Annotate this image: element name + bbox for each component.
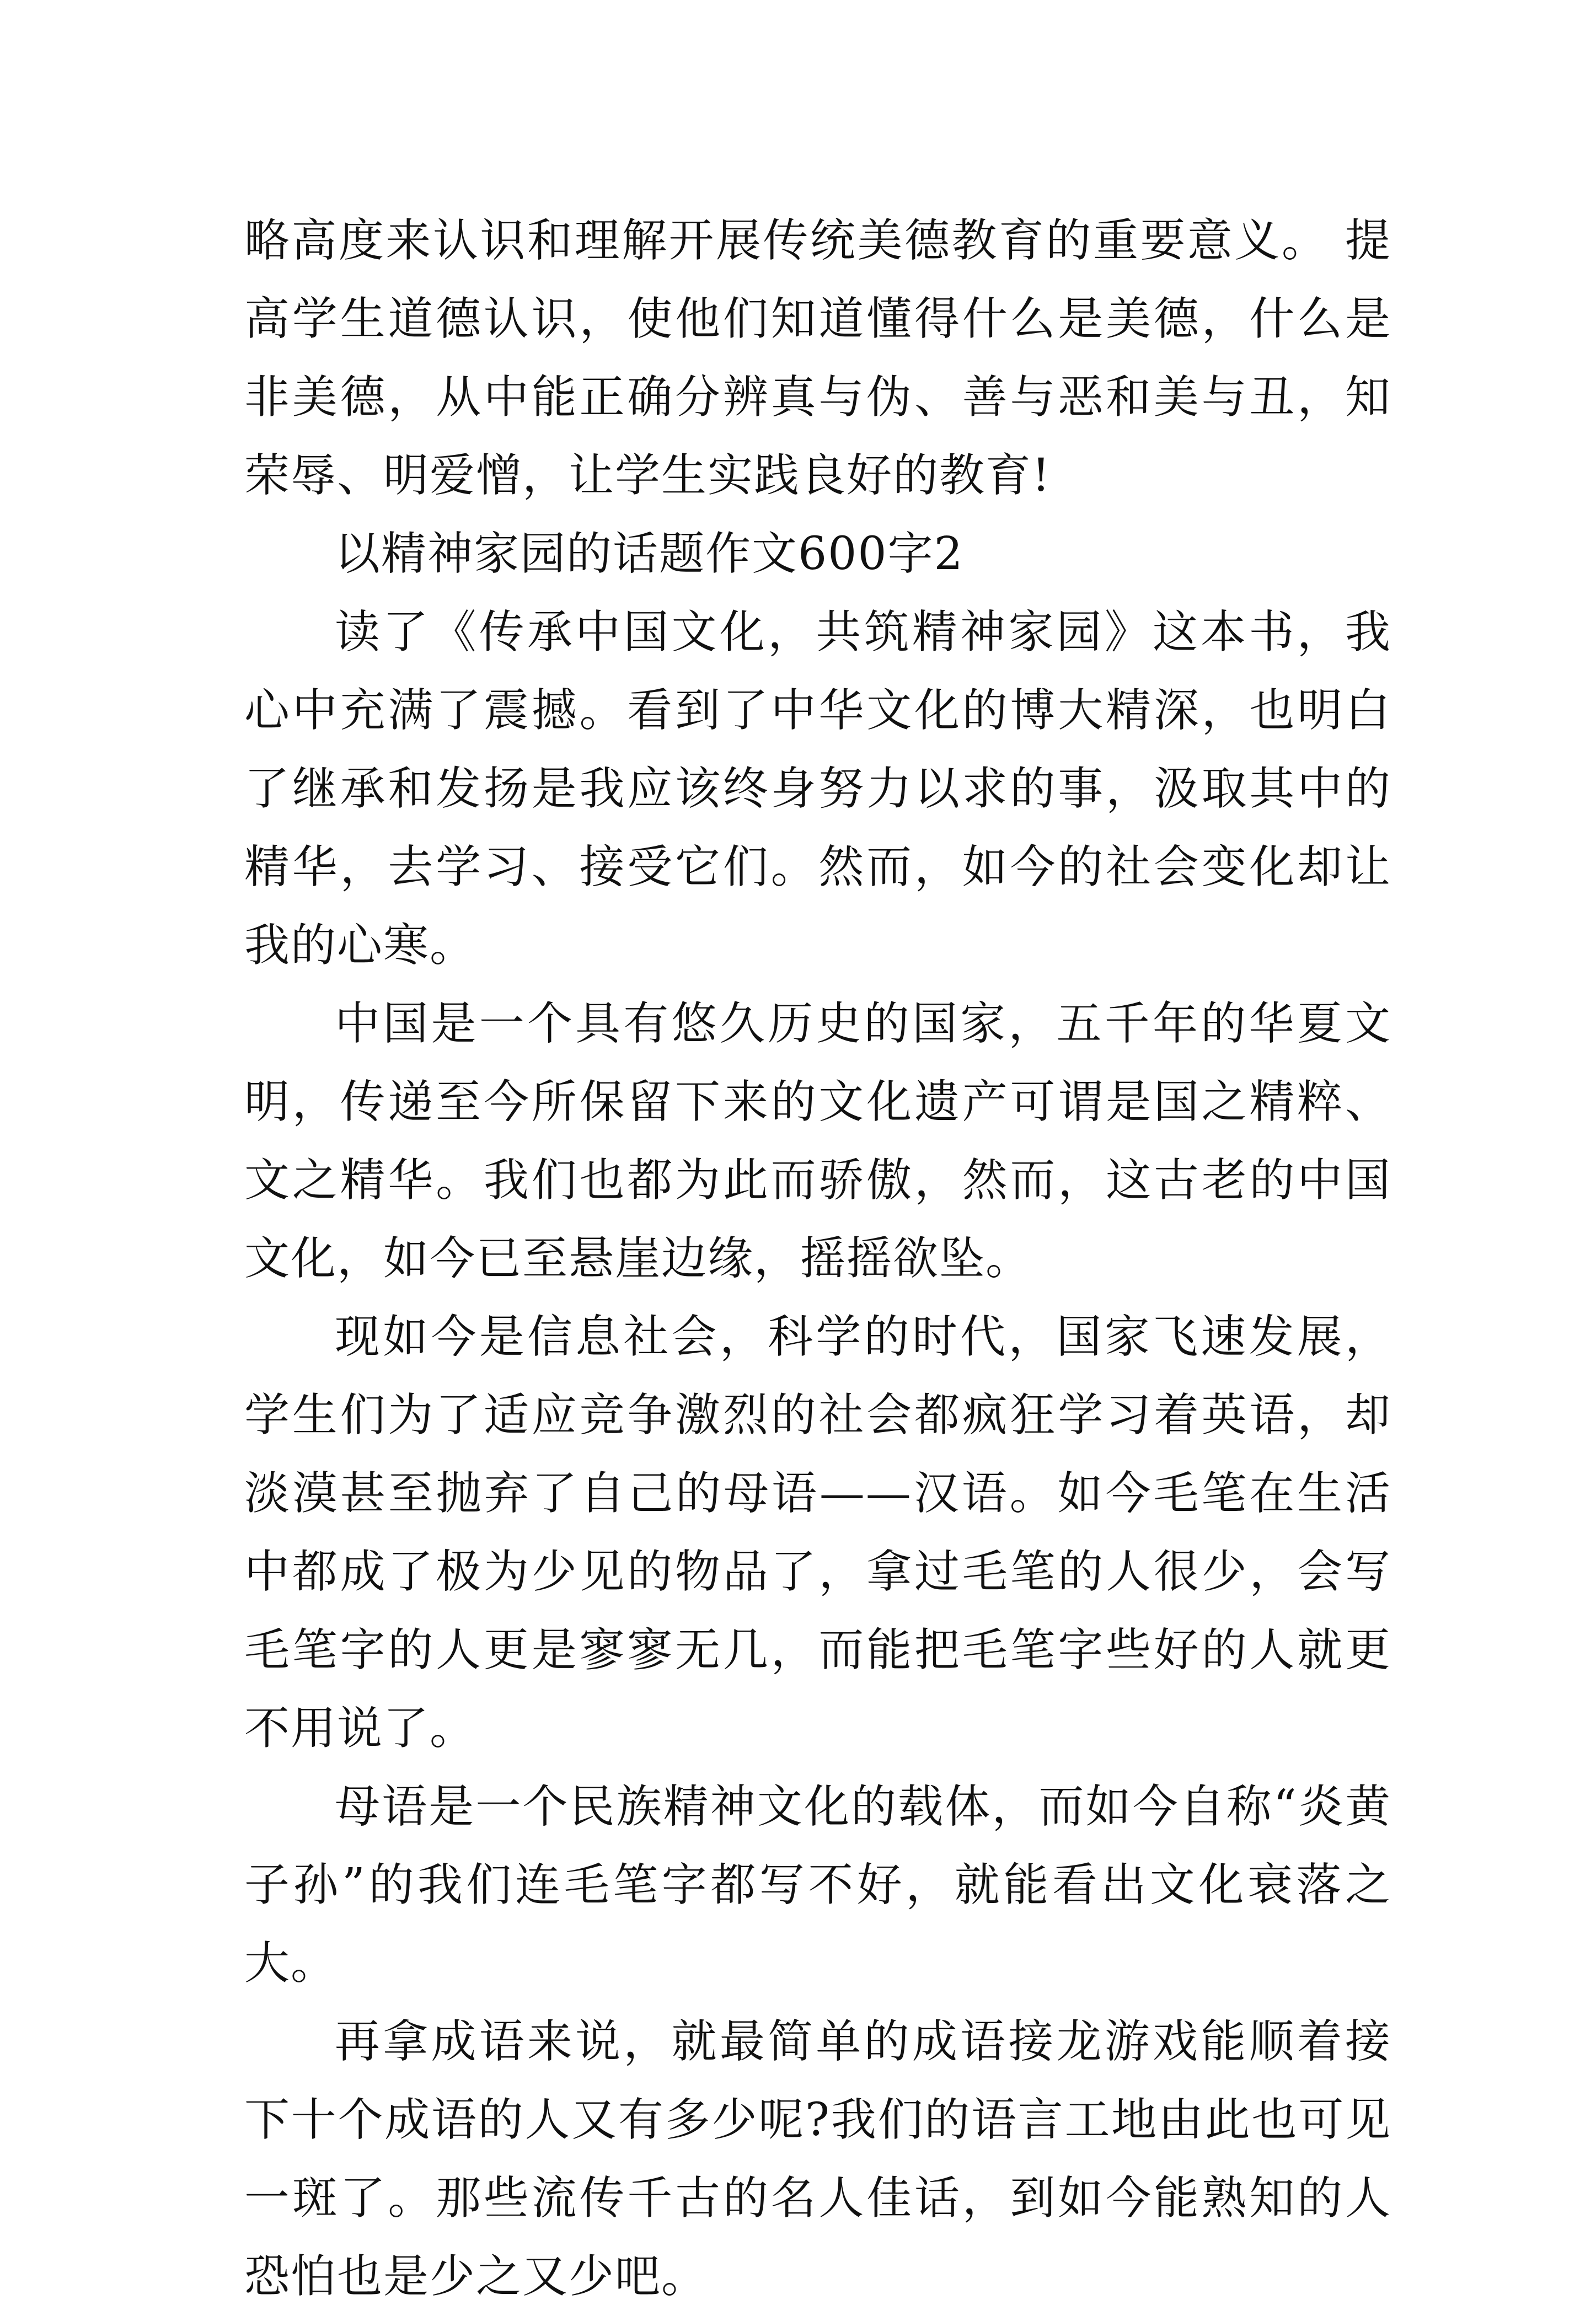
essay-title: 以精神家园的话题作文600字2 [335, 528, 964, 580]
paragraph: 再拿成语来说，就最简单的成语接龙游戏能顺着接下十个成语的人又有多少呢?我们的语言工地由此也可见一斑了。那些流传千古的名人佳话，到如今能熟知的人恐怕也是少之又少吧。 [244, 2015, 1391, 2303]
paragraph: 母语是一个民族精神文化的载体，而如今自称“炎黄子孙”的我们连毛笔字都写不好，就能看出文化衰落之大。 [244, 1781, 1391, 1990]
paragraph: 现如今是信息社会，科学的时代，国家飞速发展，学生们为了适应竞争激烈的社会都疯狂学习着英语，却淡漠甚至抛弃了自己的母语——汉语。如今毛笔在生活中都成了极为少见的物品了，拿过毛笔的人很少，会写毛笔字的人更是寥寥无几，而能把毛笔字些好的人就更不用说了。 [244, 1311, 1391, 1755]
paragraph: 读了《传承中国文化，共筑精神家园》这本书，我心中充满了震撼。看到了中华文化的博大精深，也明白了继承和发扬是我应该终身努力以求的事，汲取其中的精华，去学习、接受它们。然而，如今的社会变化却让我的心寒。 [244, 606, 1391, 972]
paragraph-continued: 略高度来认识和理解开展传统美德教育的重要意义。 提高学生道德认识，使他们知道懂得什么是美德，什么是非美德，从中能正确分辨真与伪、善与恶和美与丑，知荣辱、明爱憎，让学生实践良好的教育! [244, 215, 1391, 502]
document-body [244, 202, 1391, 2316]
paragraph: 中国是一个具有悠久历史的国家，五千年的华夏文明，传递至今所保留下来的文化遗产可谓是国之精粹、文之精华。我们也都为此而骄傲，然而，这古老的中国文化，如今已至悬崖边缘，摇摇欲坠。 [244, 998, 1391, 1285]
